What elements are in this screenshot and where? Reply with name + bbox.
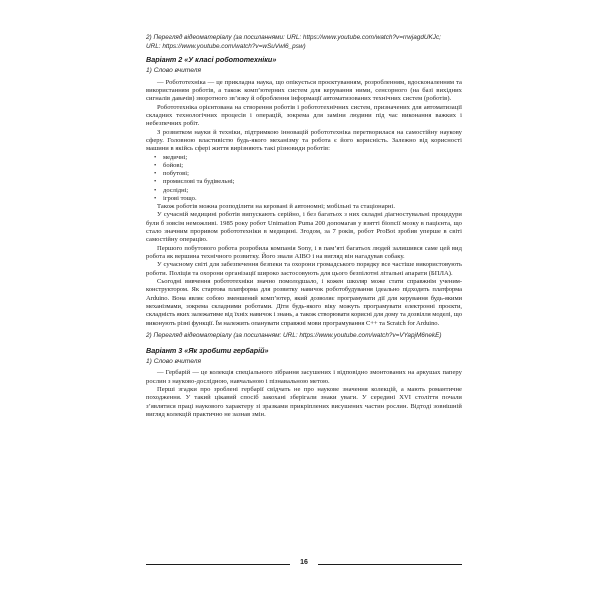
list-item: • бойові;: [163, 162, 462, 170]
variant-2-paragraph-6: Першого побутового робота розробила компанія Sony, і в пам’яті багатьох людей залишився саме цей вид робота як вершина технічного розвитку. Його звали AIBO і на вигляд він нагадував собаку.: [146, 244, 462, 261]
list-item: • дослідні;: [163, 187, 462, 195]
footer-rule-right: [318, 564, 462, 565]
variant-3-paragraph-1: — Гербарій — це колекція спеціального зібрання засушених і відповідно змонтованих на аркушах паперу рослин з науково-дослідною, навчальною і пізнавальною метою.: [146, 369, 462, 385]
variant-2-paragraph-8: Сьогодні вивчення робототехніки значно помолодшало, і кожен школяр може стати справжнім ученим-конструктором. Як стартова платформа для розвитку навичок роботобудування ідеально підходить платформа Arduino. Вона являє собою зменшений комп’ютер, який дозволяє програмувати дії для керування будь-якими механізмами, зокрема складними роботами. Діти будь-якого віку можуть програмувати електронні проєкти, складність яких залежатиме від їхніх навичок і знань, а також створювати корисні для дому та дозвілля моделі, що виконують різні функції. Їм належить опанувати справжні мови програмування С++ та Scratch for Arduino.: [146, 278, 462, 327]
variant-2-paragraph-2: Робототехніка орієнтована на створення роботів і робототехнічних систем, призначених для автоматизації складних технологічних процесів і операцій, зокрема для заміни людини під час виконання важких і небезпечних робіт.: [146, 103, 462, 128]
variant-2-paragraph-1: — Робототехніка — це прикладна наука, що опікується проєктуванням, розробленням, вдосконаленням та використанням роботів, а також комп’ютерних систем для керування ними, сенсорного (на базі вихідних сигналів давачів) зворотного зв’язку й оброблення інформації автоматизованих технічних систем (роботів).: [146, 78, 462, 103]
variant-2-title: Варіант 2 «У класі робототехніки»: [146, 55, 277, 65]
video-links-2: 2) Перегляд відеоматеріалу (за посиланням: URL: https://www.youtube.com/watch?v=VYapjM6nekE): [146, 332, 442, 340]
video-links-line-2: URL: https://www.youtube.com/watch?v=wSuVwl6_psw): [146, 42, 306, 50]
page-number: 16: [300, 559, 308, 566]
variant-2-paragraph-3: З розвитком науки й техніки, підтримкою інновацій робототехніка перетворилася на самостійну наукову сферу. Головною властивістю будь-якого механізму та робота є його корисність. Залежно від корисності машини в якійсь сфері життя вирізняють такі різновиди роботів:: [146, 128, 462, 153]
list-item: • ігрові тощо.: [163, 195, 462, 203]
variant-3-title: Варіант 3 «Як зробити гербарій»: [146, 345, 269, 355]
robot-types-list: [146, 154, 462, 203]
variant-2-subtitle: 1) Слово вчителя: [146, 67, 201, 75]
variant-2-paragraph-4: Також роботів можна розподілити на керовані й автономні; мобільні та стаціонарні.: [157, 203, 396, 210]
variant-3-subtitle: 1) Слово вчителя: [146, 357, 201, 365]
page-footer: [146, 558, 462, 570]
variant-3-paragraph-2: Перші згадки про зроблені гербарії свідчать не про наукове значення колекцій, а мають романтичне походження. У такий цікавий спосіб закохані зберігали знаки уваги. У середині XVI століття почали з’являтися праці наукового характеру зі зразками прикріплених висушених частин рослин. Відтоді зовнішній вигляд колекцій практично не зазнав змін.: [146, 385, 462, 418]
list-item: • промислові та будівельні;: [163, 178, 462, 186]
video-links-line-1: 2) Перегляд відеоматеріалу (за посиланнями: URL: https://www.youtube.com/watch?v=rrwjagdUKJc;: [146, 34, 441, 41]
page-content: [146, 34, 462, 419]
variant-2-paragraph-5: У сучасній медицині роботів випускають серійно, і без багатьох з них складні діагностувальні процедури були б зовсім неможливі. 1985 року робот Unimation Puma 200 допомагав у взятті біопсії мозку в пацієнта, що стало значним проривом робототехніки в медицині. Згодом, за 7 років, робот ProBot зробив уперше в світі самостійну операцію.: [146, 211, 462, 244]
list-item: • медичні;: [163, 154, 462, 162]
variant-2-paragraph-7: У сучасному світі для забезпечення безпеки та охорони громадського порядку все частіше використовують роботи. Поліція та охорони організації широко застосовують для цього безпілотні літальні апарати (БПЛА).: [146, 261, 462, 277]
footer-rule-left: [146, 564, 290, 565]
list-item: • побутові;: [163, 170, 462, 178]
